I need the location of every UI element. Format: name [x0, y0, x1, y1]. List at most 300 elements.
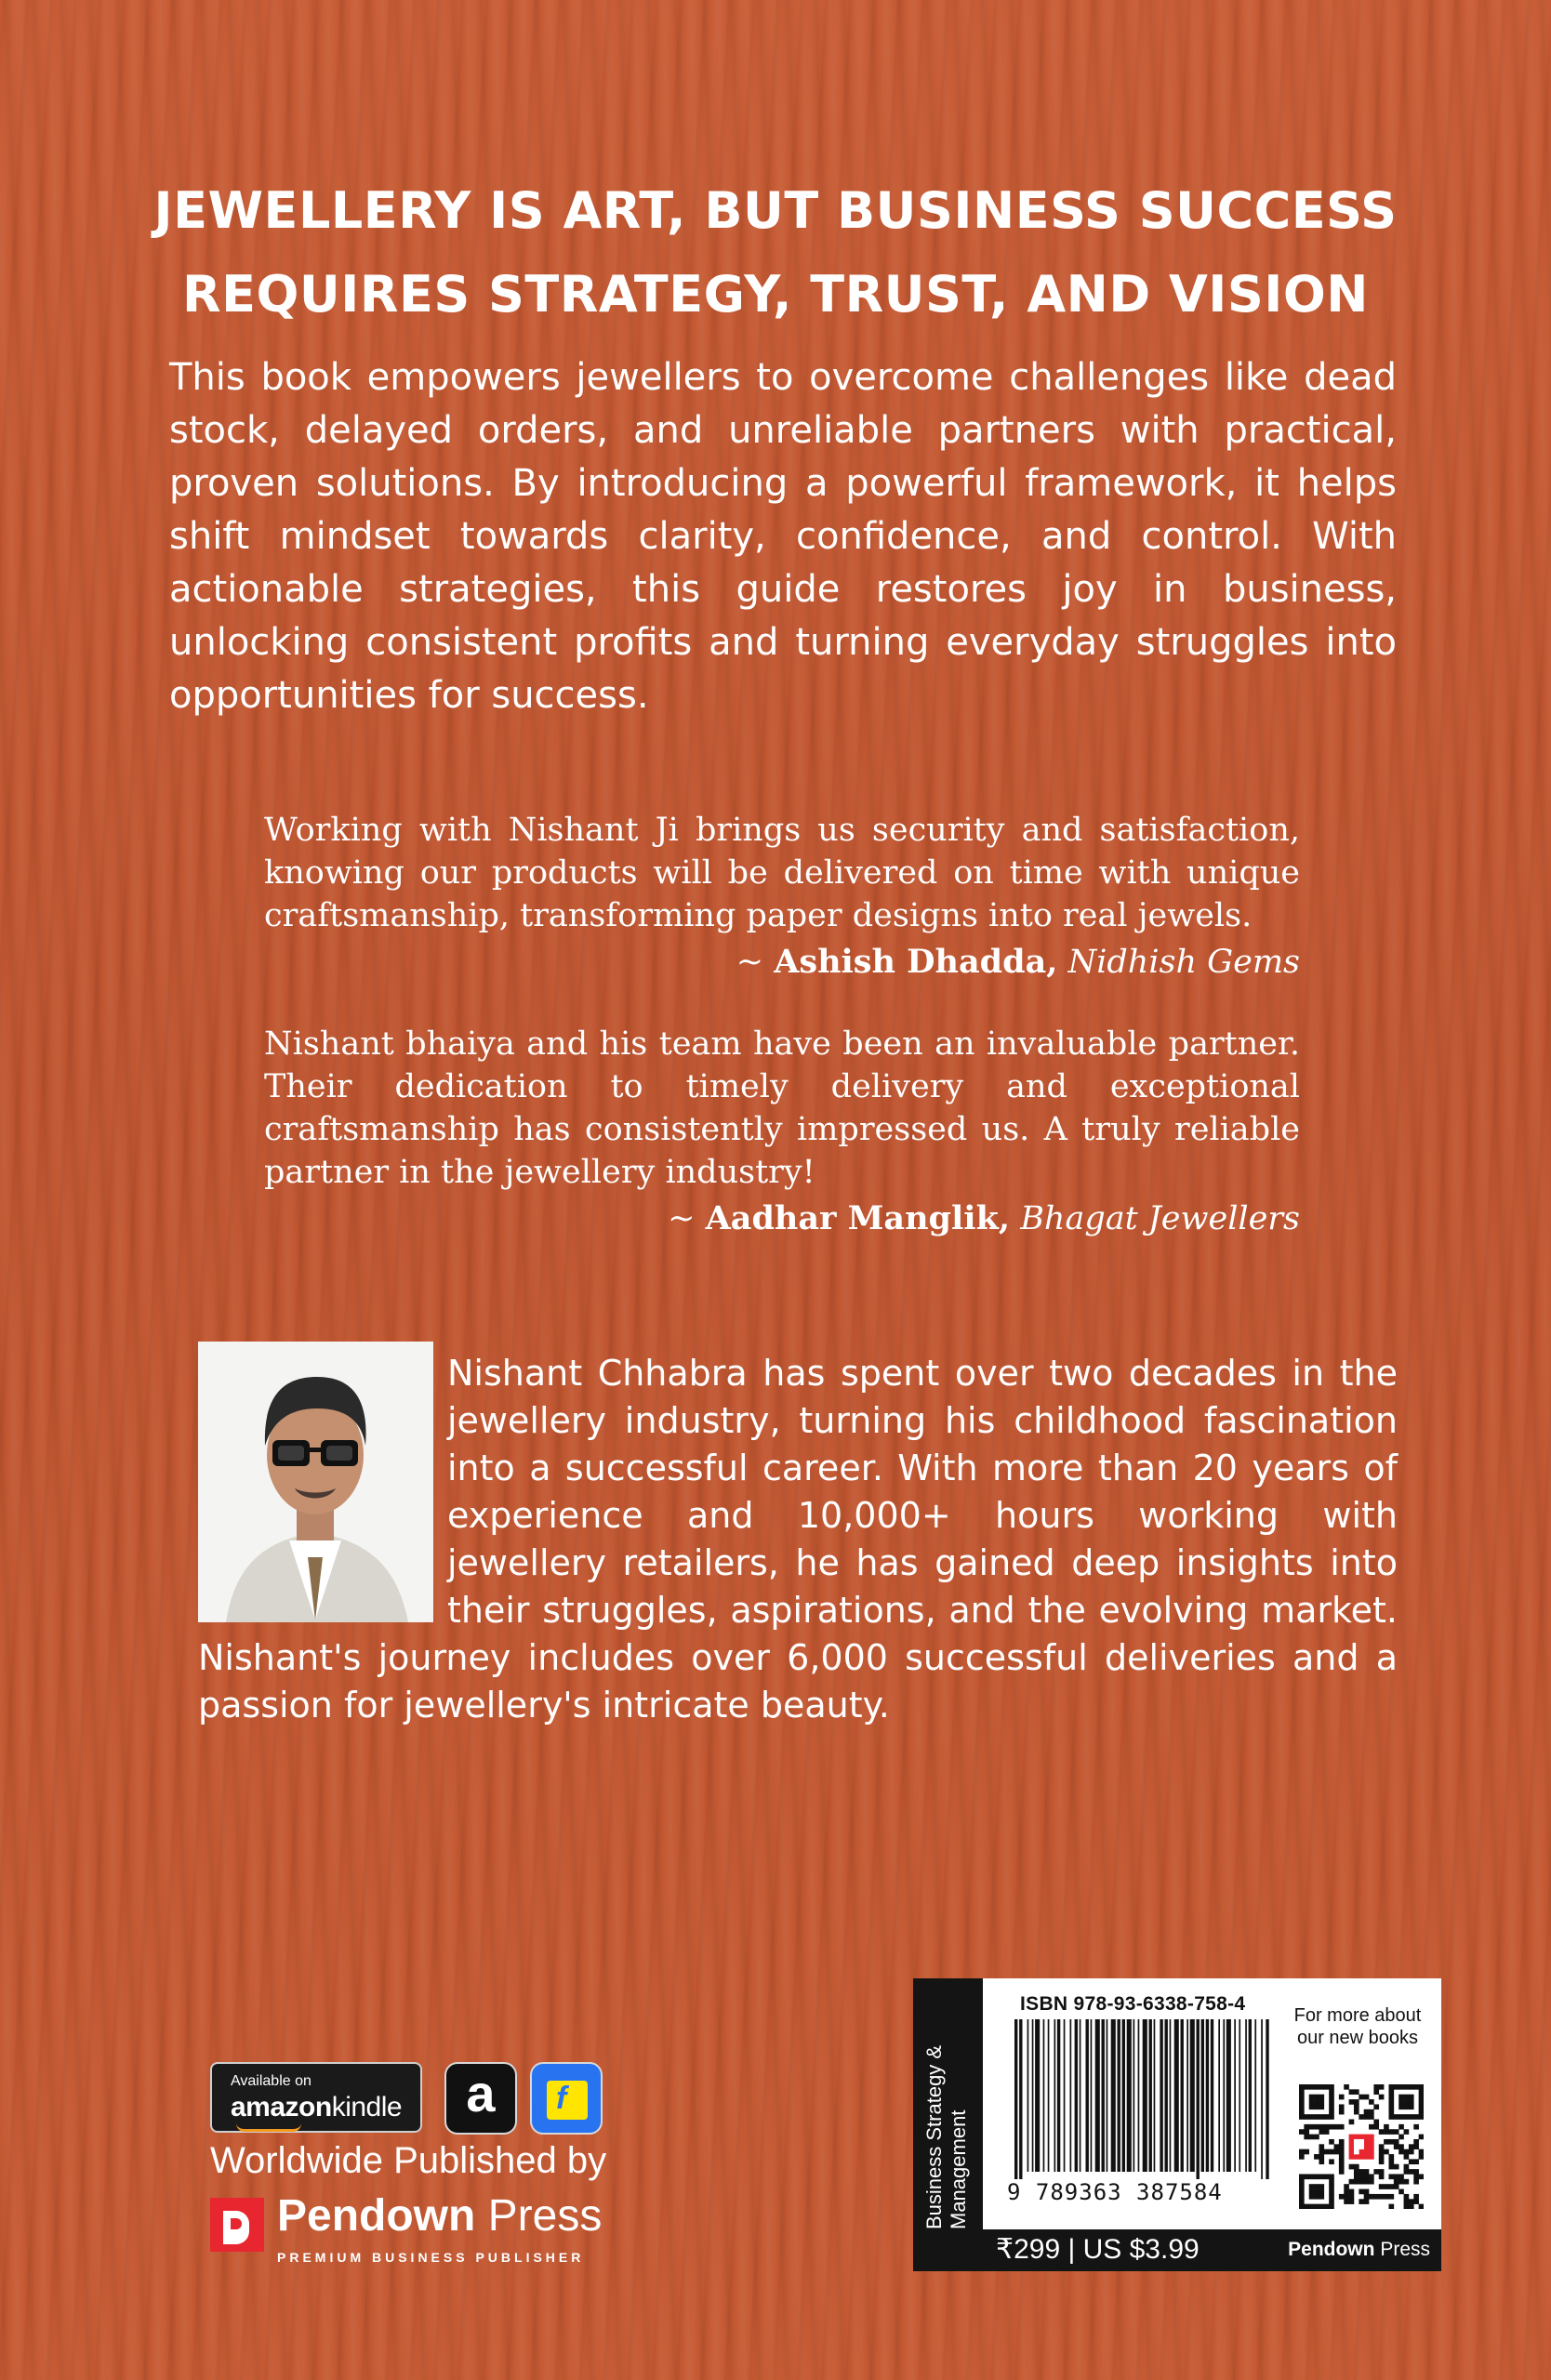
qr-module: [1309, 2135, 1315, 2140]
qr-module: [1319, 2149, 1324, 2155]
qr-module: [1404, 2104, 1410, 2109]
qr-module: [1334, 2149, 1340, 2155]
qr-module: [1354, 2154, 1359, 2160]
barcode-bar: [1197, 2019, 1200, 2179]
qr-module: [1399, 2084, 1404, 2090]
qr-module: [1388, 2204, 1394, 2209]
book-category: Business Strategy & Management: [922, 2044, 970, 2229]
kindle-word: kindle: [331, 2092, 403, 2122]
qr-module: [1324, 2129, 1330, 2135]
barcode-bar: [1122, 2019, 1125, 2172]
barcode-bar: [1181, 2019, 1184, 2172]
qr-module: [1314, 2154, 1319, 2160]
barcode-bar: [1211, 2019, 1213, 2172]
qr-module: [1388, 2129, 1394, 2135]
barcode-bar: [1239, 2019, 1240, 2172]
qr-module: [1379, 2144, 1385, 2149]
qr-module: [1373, 2194, 1379, 2200]
qr-module: [1419, 2109, 1424, 2115]
qr-module: [1413, 2114, 1419, 2120]
qr-code-icon: [1299, 2084, 1424, 2209]
isbn-digits: 9 789363 387584: [1007, 2179, 1223, 2205]
qr-module: [1388, 2104, 1394, 2109]
qr-module: [1413, 2159, 1419, 2164]
qr-module: [1369, 2154, 1374, 2160]
qr-module: [1319, 2159, 1324, 2164]
qr-module: [1384, 2139, 1389, 2145]
qr-module: [1359, 2169, 1364, 2175]
qr-module: [1388, 2154, 1394, 2160]
qr-module: [1304, 2124, 1309, 2130]
testimonial-quote: Working with Nishant Ji brings us security and satisfaction, knowing our products will be delivered on time with unique craftsmanship, transforming paper designs into real jewels.: [264, 812, 1300, 934]
barcode-bar: [1086, 2019, 1089, 2172]
barcode-bar: [1190, 2019, 1195, 2172]
qr-module: [1304, 2149, 1309, 2155]
qr-module: [1329, 2139, 1334, 2145]
qr-module: [1364, 2095, 1370, 2100]
barcode-bar: [1170, 2019, 1172, 2172]
qr-module: [1394, 2179, 1399, 2185]
barcode-bar: [1048, 2019, 1050, 2172]
qr-module: [1409, 2114, 1414, 2120]
qr-code[interactable]: [1299, 2084, 1424, 2209]
qr-module: [1404, 2204, 1410, 2209]
testimonial-attribution: [264, 941, 1300, 984]
photo-spacer: [198, 1350, 447, 1629]
qr-module: [1359, 2139, 1364, 2145]
barcode-bar: [1154, 2019, 1156, 2172]
testimonial-quote: Nishant bhaiya and his team have been an invaluable partner. Their dedication to timely delivery and exceptional craftsmanship has consistently impressed us. A truly reliable partner in the jewellery industry!: [264, 1025, 1300, 1191]
qr-module: [1309, 2184, 1315, 2189]
qr-module: [1314, 2194, 1319, 2200]
qr-module: [1314, 2174, 1319, 2179]
qr-module: [1419, 2084, 1424, 2090]
qr-module: [1364, 2179, 1370, 2185]
qr-module: [1354, 2089, 1359, 2095]
qr-module: [1399, 2114, 1404, 2120]
qr-module: [1399, 2189, 1404, 2195]
barcode-bar: [1118, 2019, 1120, 2172]
qr-module: [1359, 2144, 1364, 2149]
qr-module: [1369, 2144, 1374, 2149]
barcode-bar: [1245, 2019, 1247, 2172]
flipkart-app-icon[interactable]: [530, 2062, 603, 2135]
qr-module: [1324, 2149, 1330, 2155]
qr-module: [1349, 2089, 1355, 2095]
qr-module: [1404, 2179, 1410, 2185]
qr-module: [1359, 2199, 1364, 2204]
testimonial-attribution: [264, 1197, 1300, 1240]
qr-module: [1409, 2169, 1414, 2175]
pendown-logo-p-hole: [231, 2218, 242, 2229]
qr-module: [1349, 2179, 1355, 2185]
qr-module: [1379, 2194, 1385, 2200]
qr-module: [1299, 2149, 1305, 2155]
barcode-bar: [1127, 2019, 1132, 2172]
qr-module: [1384, 2184, 1389, 2189]
flipkart-glyph: f: [556, 2081, 567, 2116]
qr-module: [1388, 2114, 1394, 2120]
qr-module: [1399, 2174, 1404, 2179]
qr-module: [1339, 2159, 1345, 2164]
qr-module: [1404, 2154, 1410, 2160]
qr-module: [1299, 2099, 1305, 2105]
qr-module: [1354, 2164, 1359, 2170]
qr-module: [1319, 2154, 1324, 2160]
qr-module: [1319, 2194, 1324, 2200]
qr-module: [1413, 2199, 1419, 2204]
qr-module: [1329, 2204, 1334, 2209]
qr-module: [1354, 2135, 1359, 2140]
qr-module: [1339, 2164, 1345, 2170]
qr-module: [1388, 2194, 1394, 2200]
qr-module: [1299, 2089, 1305, 2095]
qr-module: [1339, 2169, 1345, 2175]
qr-module: [1413, 2179, 1419, 2185]
qr-module: [1379, 2159, 1385, 2164]
qr-module: [1329, 2189, 1334, 2195]
qr-module: [1299, 2095, 1305, 2100]
barcode-bar: [1160, 2019, 1162, 2172]
qr-module: [1419, 2099, 1424, 2105]
qr-module: [1364, 2169, 1370, 2175]
qr-module: [1319, 2124, 1324, 2130]
qr-module: [1404, 2199, 1410, 2204]
publisher-name-light: Press: [475, 2191, 603, 2241]
qr-module: [1409, 2199, 1414, 2204]
amazon-app-icon[interactable]: [444, 2062, 517, 2135]
qr-module: [1369, 2109, 1374, 2115]
qr-module: [1404, 2095, 1410, 2100]
qr-module: [1354, 2144, 1359, 2149]
qr-module: [1329, 2109, 1334, 2115]
qr-module: [1413, 2174, 1419, 2179]
qr-module: [1329, 2104, 1334, 2109]
attribution-prefix: ~: [668, 1200, 706, 1237]
qr-module: [1388, 2174, 1394, 2179]
barcode-bar: [1201, 2019, 1204, 2172]
qr-module: [1299, 2179, 1305, 2185]
qr-module: [1379, 2184, 1385, 2189]
qr-module: [1344, 2199, 1349, 2204]
qr-module: [1419, 2149, 1424, 2155]
qr-module: [1329, 2114, 1334, 2120]
qr-module: [1314, 2184, 1319, 2189]
qr-module: [1384, 2129, 1389, 2135]
qr-module: [1354, 2109, 1359, 2115]
qr-module: [1319, 2204, 1324, 2209]
qr-module: [1314, 2104, 1319, 2109]
barcode-bar: [1080, 2019, 1081, 2172]
qr-module: [1379, 2149, 1385, 2155]
isbn-label: ISBN 978-93-6338-758-4: [1020, 1993, 1246, 2015]
barcode-bar: [1206, 2019, 1209, 2172]
qr-module: [1409, 2204, 1414, 2209]
qr-module: [1409, 2159, 1414, 2164]
qr-module: [1394, 2114, 1399, 2120]
barcode-bar: [1143, 2019, 1147, 2172]
qr-module: [1319, 2099, 1324, 2105]
headline-line-1: JEWELLERY IS ART, BUT BUSINESS SUCCESS: [153, 181, 1398, 240]
headline: [139, 169, 1412, 337]
qr-module: [1314, 2099, 1319, 2105]
qr-module: [1329, 2099, 1334, 2105]
qr-module: [1309, 2114, 1315, 2120]
qr-module: [1413, 2124, 1419, 2130]
qr-module: [1329, 2199, 1334, 2204]
qr-module: [1384, 2194, 1389, 2200]
qr-module: [1349, 2120, 1355, 2125]
qr-module: [1344, 2084, 1349, 2090]
qr-module: [1373, 2104, 1379, 2109]
qr-module: [1419, 2174, 1424, 2179]
qr-module: [1339, 2109, 1345, 2115]
qr-module: [1369, 2174, 1374, 2179]
barcode-bar: [1133, 2019, 1135, 2172]
barcode-publisher-light: Press: [1374, 2239, 1430, 2260]
barcode-bar: [1095, 2019, 1100, 2172]
qr-module: [1339, 2104, 1345, 2109]
qr-module: [1329, 2149, 1334, 2155]
qr-module: [1409, 2084, 1414, 2090]
qr-module: [1399, 2135, 1404, 2140]
qr-module: [1309, 2095, 1315, 2100]
qr-module: [1324, 2114, 1330, 2120]
qr-module: [1309, 2189, 1315, 2195]
qr-module: [1334, 2124, 1340, 2130]
barcode-bar: [1226, 2019, 1231, 2172]
qr-module: [1364, 2189, 1370, 2195]
qr-module: [1388, 2109, 1394, 2115]
qr-module: [1419, 2114, 1424, 2120]
barcode-area: [983, 1978, 1441, 2229]
publisher-name-bold: Pendown: [277, 2191, 476, 2241]
flipkart-bag-icon: [547, 2081, 588, 2120]
barcode: [1011, 2019, 1271, 2179]
qr-module: [1334, 2144, 1340, 2149]
qr-module: [1394, 2129, 1399, 2135]
qr-module: [1304, 2114, 1309, 2120]
qr-module: [1388, 2184, 1394, 2189]
qr-module: [1413, 2084, 1419, 2090]
qr-module: [1413, 2139, 1419, 2145]
qr-module: [1419, 2154, 1424, 2160]
qr-module: [1364, 2149, 1370, 2155]
qr-module: [1344, 2194, 1349, 2200]
author-bio-text: Nishant Chhabra has spent over two decades in the jewellery industry, turning his childhood fascination into a successful career. With more than 20 years of experience and 10,000+ hours working with jewellery retailers, he has gained deep insights into their struggles, aspirations, and the evolving market. Nishant's journey includes over 6,000 successful deliveries and a passion for jewellery's intricate beauty.: [198, 1353, 1398, 1726]
barcode-bar: [1064, 2019, 1066, 2172]
qr-module: [1319, 2095, 1324, 2100]
qr-module: [1349, 2149, 1355, 2155]
qr-module: [1364, 2194, 1370, 2200]
qr-module: [1299, 2129, 1305, 2135]
barcode-bar: [1138, 2019, 1140, 2172]
qr-module: [1373, 2124, 1379, 2130]
qr-module: [1359, 2174, 1364, 2179]
qr-module: [1324, 2124, 1330, 2130]
qr-module: [1388, 2159, 1394, 2164]
qr-module: [1349, 2194, 1355, 2200]
qr-module: [1388, 2089, 1394, 2095]
qr-module: [1399, 2149, 1404, 2155]
qr-module: [1364, 2139, 1370, 2145]
qr-module: [1339, 2154, 1345, 2160]
barcode-panel: [913, 1978, 1441, 2271]
qr-module: [1388, 2139, 1394, 2145]
kindle-badge-caption: Available on: [231, 2073, 312, 2089]
qr-module: [1314, 2204, 1319, 2209]
qr-module: [1369, 2149, 1374, 2155]
qr-module: [1413, 2194, 1419, 2200]
qr-module: [1309, 2104, 1315, 2109]
barcode-bar: [1032, 2019, 1034, 2172]
qr-module: [1364, 2109, 1370, 2115]
qr-module: [1359, 2179, 1364, 2185]
qr-module: [1359, 2135, 1364, 2140]
qr-module: [1319, 2114, 1324, 2120]
attribution-prefix: ~: [736, 944, 775, 981]
qr-module: [1394, 2139, 1399, 2145]
barcode-publisher-bold: Pendown: [1288, 2239, 1375, 2260]
barcode-bar: [1149, 2019, 1152, 2172]
qr-module: [1404, 2194, 1410, 2200]
qr-module: [1319, 2129, 1324, 2135]
qr-module: [1359, 2189, 1364, 2195]
qr-module: [1329, 2179, 1334, 2185]
barcode-bar: [1111, 2019, 1116, 2172]
attribution-name: Ashish Dhadda,: [774, 943, 1058, 981]
qr-module: [1364, 2154, 1370, 2160]
qr-module: [1339, 2095, 1345, 2100]
qr-module: [1329, 2124, 1334, 2130]
barcode-bar: [1019, 2019, 1022, 2179]
qr-module: [1379, 2174, 1385, 2179]
qr-module: [1339, 2194, 1345, 2200]
barcode-bar: [1249, 2019, 1252, 2172]
qr-module: [1339, 2139, 1345, 2145]
qr-module: [1299, 2184, 1305, 2189]
qr-module: [1359, 2149, 1364, 2155]
qr-module: [1404, 2084, 1410, 2090]
qr-module: [1379, 2129, 1385, 2135]
qr-module: [1364, 2114, 1370, 2120]
barcode-bar: [1043, 2019, 1045, 2172]
qr-module: [1419, 2135, 1424, 2140]
qr-module: [1329, 2084, 1334, 2090]
qr-module: [1349, 2135, 1355, 2140]
qr-module: [1309, 2204, 1315, 2209]
qr-module: [1299, 2104, 1305, 2109]
qr-module: [1339, 2124, 1345, 2130]
qr-module: [1349, 2139, 1355, 2145]
qr-module: [1349, 2144, 1355, 2149]
qr-module: [1319, 2084, 1324, 2090]
barcode-bar: [1254, 2019, 1256, 2172]
barcode-bar: [1223, 2019, 1225, 2172]
qr-module: [1339, 2144, 1345, 2149]
qr-module: [1329, 2194, 1334, 2200]
qr-module: [1344, 2184, 1349, 2189]
qr-module: [1369, 2179, 1374, 2185]
kindle-amazon-word: amazon: [231, 2092, 332, 2122]
qr-module: [1409, 2104, 1414, 2109]
publisher-name: [277, 2190, 602, 2241]
barcode-bar: [1014, 2019, 1017, 2179]
qr-module: [1299, 2109, 1305, 2115]
qr-module: [1319, 2174, 1324, 2179]
qr-module: [1299, 2199, 1305, 2204]
barcode-bars: [1011, 2019, 1271, 2179]
qr-module: [1319, 2184, 1324, 2189]
qr-module: [1359, 2095, 1364, 2100]
qr-module: [1344, 2189, 1349, 2195]
qr-module: [1373, 2120, 1379, 2125]
qr-module: [1379, 2169, 1385, 2175]
qr-module: [1329, 2159, 1334, 2164]
qr-module: [1349, 2164, 1355, 2170]
qr-module: [1419, 2095, 1424, 2100]
qr-module: [1413, 2144, 1419, 2149]
qr-module: [1329, 2184, 1334, 2189]
barcode-bar: [1091, 2019, 1093, 2172]
qr-module: [1299, 2174, 1305, 2179]
barcode-bar: [1035, 2019, 1040, 2172]
qr-module: [1388, 2084, 1394, 2090]
qr-module: [1309, 2174, 1315, 2179]
qr-module: [1349, 2199, 1355, 2204]
qr-module: [1388, 2164, 1394, 2170]
qr-module: [1299, 2194, 1305, 2200]
qr-module: [1329, 2089, 1334, 2095]
qr-module: [1394, 2184, 1399, 2189]
qr-module: [1379, 2084, 1385, 2090]
qr-module: [1309, 2124, 1315, 2130]
qr-module: [1399, 2104, 1404, 2109]
qr-module: [1349, 2154, 1355, 2160]
barcode-bar: [1266, 2019, 1268, 2179]
attribution-company: Nidhish Gems: [1067, 944, 1300, 981]
qr-module: [1354, 2169, 1359, 2175]
qr-module: [1409, 2149, 1414, 2155]
qr-module: [1379, 2095, 1385, 2100]
qr-module: [1419, 2089, 1424, 2095]
amazon-kindle-badge[interactable]: [210, 2062, 422, 2133]
qr-module: [1364, 2174, 1370, 2179]
qr-module: [1309, 2084, 1315, 2090]
qr-module: [1373, 2169, 1379, 2175]
qr-module: [1304, 2129, 1309, 2135]
qr-module: [1314, 2084, 1319, 2090]
qr-module: [1329, 2095, 1334, 2100]
qr-module: [1404, 2099, 1410, 2105]
qr-module: [1413, 2169, 1419, 2175]
qr-module: [1339, 2149, 1345, 2155]
qr-module: [1404, 2114, 1410, 2120]
qr-module: [1373, 2084, 1379, 2090]
qr-module: [1314, 2095, 1319, 2100]
qr-module: [1409, 2144, 1414, 2149]
qr-module: [1314, 2114, 1319, 2120]
testimonial-1: [264, 809, 1300, 984]
qr-module: [1359, 2154, 1364, 2160]
qr-module: [1354, 2149, 1359, 2155]
barcode-bar: [1107, 2019, 1108, 2172]
book-blurb: This book empowers jewellers to overcome challenges like dead stock, delayed orders, and unreliable partners with practical, proven solutions. By introducing a powerful framework, it helps shift mindset towards clarity, confidence, and control. With actionable strategies, this guide restores joy in business, unlocking consistent profits and turning everyday struggles into opportunities for success.: [169, 356, 1397, 717]
qr-module: [1399, 2179, 1404, 2185]
qr-module: [1419, 2204, 1424, 2209]
qr-module: [1379, 2154, 1385, 2160]
qr-module: [1384, 2124, 1389, 2130]
